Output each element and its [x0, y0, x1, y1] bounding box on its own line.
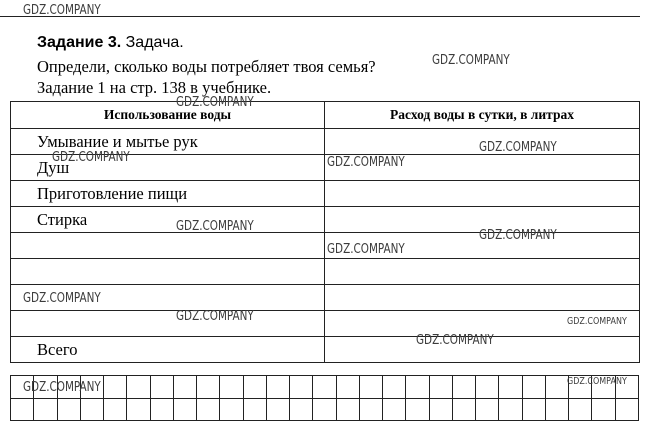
- grid-cell: [127, 398, 150, 421]
- usage-cell[interactable]: [11, 311, 325, 337]
- grid-cell: [11, 398, 34, 421]
- grid-cell: [197, 398, 220, 421]
- grid-row: [11, 376, 639, 399]
- watermark: GDZ.COMPANY: [23, 291, 101, 306]
- table-row: [11, 259, 640, 285]
- grid-cell: [522, 376, 545, 399]
- grid-cell: [569, 398, 592, 421]
- grid-cell: [104, 398, 127, 421]
- grid-cell: [173, 398, 196, 421]
- grid-cell: [313, 398, 336, 421]
- grid-cell: [406, 398, 429, 421]
- liters-cell[interactable]: [325, 259, 640, 285]
- grid-cell: [150, 376, 173, 399]
- task-kind: Задача.: [125, 34, 184, 51]
- usage-cell[interactable]: [11, 233, 325, 259]
- table-row-total: [11, 337, 640, 363]
- watermark: GDZ.COMPANY: [52, 150, 130, 165]
- grid-cell: [220, 376, 243, 399]
- grid-cell: [476, 376, 499, 399]
- header-consumption: Расход воды в сутки, в литрах: [325, 102, 640, 129]
- grid-cell: [545, 398, 568, 421]
- grid-cell: [150, 398, 173, 421]
- table-row: [11, 311, 640, 337]
- task-heading: [37, 33, 184, 53]
- watermark: GDZ.COMPANY: [567, 376, 627, 387]
- grid-cell: [499, 398, 522, 421]
- grid-cell: [197, 376, 220, 399]
- grid-cell: [615, 398, 639, 421]
- usage-cell: Душ: [11, 155, 325, 181]
- task-question: Определи, сколько воды потребляет твоя семья?: [37, 57, 376, 76]
- watermark: GDZ.COMPANY: [176, 309, 254, 324]
- grid-cell: [429, 398, 452, 421]
- total-label-cell: Всего: [11, 337, 325, 363]
- usage-cell: Умывание и мытье рук: [11, 129, 325, 155]
- usage-cell: Приготовление пищи: [11, 181, 325, 207]
- grid-cell: [476, 398, 499, 421]
- grid-cell: [290, 376, 313, 399]
- grid-row: [11, 398, 639, 421]
- task-reference: Задание 1 на стр. 138 в учебнике.: [37, 78, 272, 97]
- watermark: GDZ.COMPANY: [327, 242, 405, 257]
- usage-cell[interactable]: [11, 259, 325, 285]
- grid-cell: [243, 376, 266, 399]
- table-header-row: [11, 102, 640, 129]
- watermark: GDZ.COMPANY: [23, 3, 101, 18]
- watermark: GDZ.COMPANY: [567, 316, 627, 327]
- grid-cell: [220, 398, 243, 421]
- grid-cell: [383, 376, 406, 399]
- table-row: [11, 285, 640, 311]
- grid-cell: [104, 376, 127, 399]
- grid-cell: [243, 398, 266, 421]
- table-row: [11, 181, 640, 207]
- grid-cell: [290, 398, 313, 421]
- watermark: GDZ.COMPANY: [176, 95, 254, 110]
- grid-cell: [406, 376, 429, 399]
- grid-cell: [592, 398, 615, 421]
- grid-cell: [336, 376, 359, 399]
- watermark: GDZ.COMPANY: [416, 333, 494, 348]
- grid-cell: [57, 398, 80, 421]
- grid-cell: [80, 398, 103, 421]
- grid-cell: [499, 376, 522, 399]
- watermark: GDZ.COMPANY: [479, 140, 557, 155]
- usage-cell: Стирка: [11, 207, 325, 233]
- grid-cell: [545, 376, 568, 399]
- task-number: Задание 3.: [37, 34, 122, 51]
- liters-cell[interactable]: [325, 285, 640, 311]
- liters-cell[interactable]: [325, 181, 640, 207]
- grid-cell: [359, 376, 382, 399]
- watermark: GDZ.COMPANY: [479, 228, 557, 243]
- squared-grid: [10, 375, 639, 421]
- grid-cell: [359, 398, 382, 421]
- grid-cell: [127, 376, 150, 399]
- header-usage: Использование воды: [11, 102, 325, 129]
- watermark: GDZ.COMPANY: [176, 219, 254, 234]
- grid-cell: [522, 398, 545, 421]
- grid-cell: [266, 398, 289, 421]
- grid-cell: [383, 398, 406, 421]
- grid-cell: [336, 398, 359, 421]
- watermark: GDZ.COMPANY: [327, 155, 405, 170]
- grid-cell: [313, 376, 336, 399]
- grid-cell: [34, 398, 57, 421]
- grid-cell: [266, 376, 289, 399]
- grid-cell: [452, 398, 475, 421]
- watermark: GDZ.COMPANY: [23, 380, 101, 395]
- grid-cell: [429, 376, 452, 399]
- grid-cell: [452, 376, 475, 399]
- watermark: GDZ.COMPANY: [432, 53, 510, 68]
- grid-cell: [173, 376, 196, 399]
